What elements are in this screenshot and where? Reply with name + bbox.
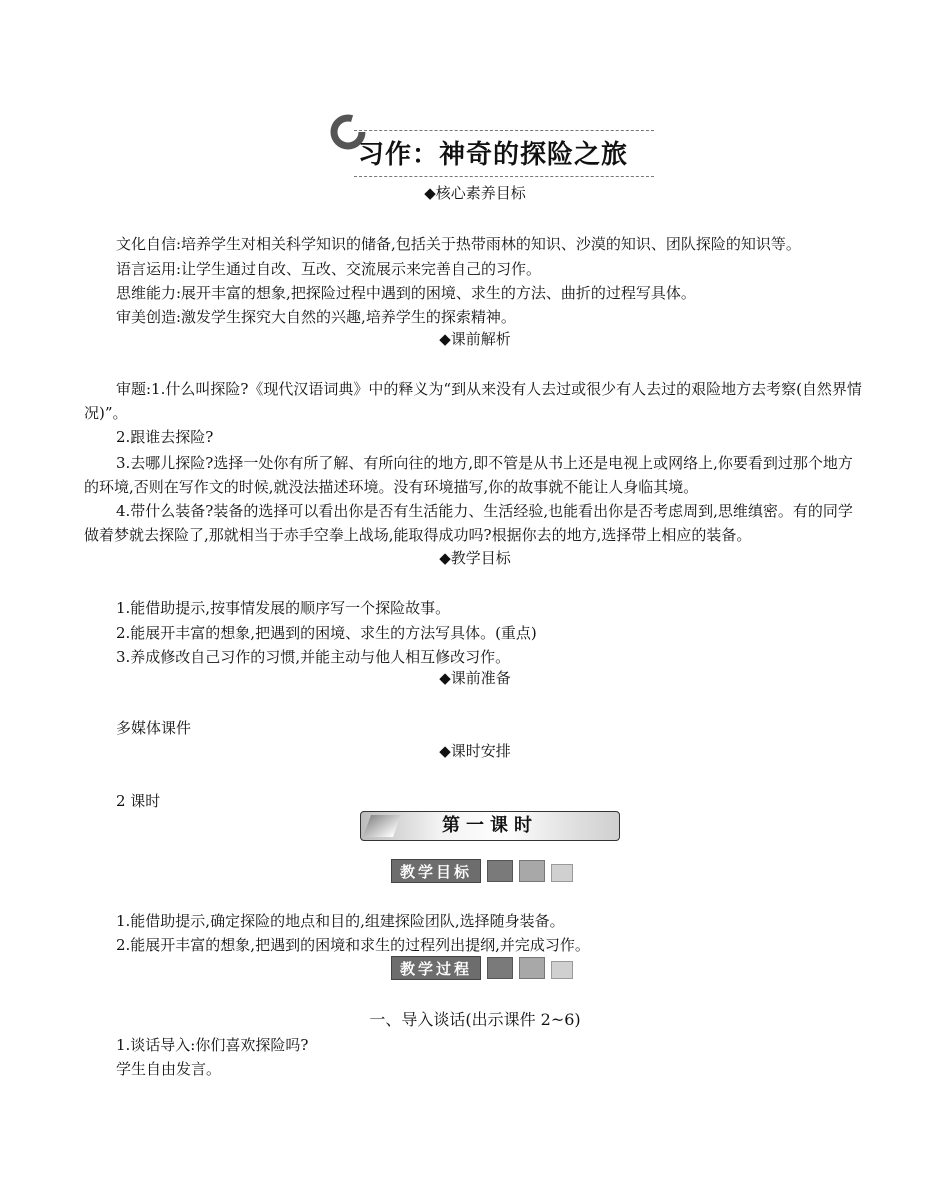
part-1-heading: 一、导入谈话(出示课件 2~6): [369, 1010, 581, 1029]
lesson-1-goal-1: 1.能借助提示,确定探险的地点和目的,组建探险团队,选择随身装备。: [116, 912, 565, 930]
tag-square-light: [551, 864, 573, 882]
lesson-1-process-tag: [391, 956, 573, 980]
title-bottom-rule: [354, 176, 654, 177]
analysis-item-3: 3.去哪儿探险?选择一处你有所了解、有所向往的地方,即不管是从书上还是电视上或网络上,你要看到过那个地方的环境,否则在写作文的时候,就没法描述环境。没有环境描写,你的故事就不能让人身临其境。: [84, 454, 853, 496]
lesson-1-goals-tag: [391, 859, 573, 883]
page-title: 习作：神奇的探险之旅: [358, 140, 629, 170]
title-top-rule: [354, 130, 654, 131]
core-goal-language: 语言运用:让学生通过自改、互改、交流展示来完善自己的习作。: [116, 260, 542, 278]
schedule-text: 2 课时: [116, 792, 161, 810]
analysis-item-2: 2.跟谁去探险?: [116, 428, 214, 446]
teaching-goals-heading: ◆教学目标: [439, 549, 511, 567]
lesson-1-title: 第一课时: [442, 815, 538, 836]
core-goal-thinking: 思维能力:展开丰富的想象,把探险过程中遇到的困境、求生的方法、曲折的过程写具体。: [116, 284, 696, 302]
step-1-note: 学生自由发言。: [116, 1060, 222, 1078]
step-1: 1.谈话导入:你们喜欢探险吗?: [116, 1036, 309, 1054]
core-goals-heading: ◆核心素养目标: [424, 184, 526, 202]
pre-analysis-heading: ◆课前解析: [439, 330, 511, 348]
analysis-item-1: 审题:1.什么叫探险?《现代汉语词典》中的释义为“到从来没有人去过或很少有人去过的艰险地方去考察(自然界情况)”。: [84, 380, 862, 422]
title-block: [328, 112, 658, 182]
core-goal-culture: 文化自信:培养学生对相关科学知识的储备,包括关于热带雨林的知识、沙漠的知识、团队探险的知识等。: [116, 235, 801, 253]
prep-text: 多媒体课件: [116, 719, 192, 737]
teaching-goal-1: 1.能借助提示,按事情发展的顺序写一个探险故事。: [116, 599, 451, 617]
tag-square-mid: [519, 957, 545, 979]
lesson-1-goal-2: 2.能展开丰富的想象,把遇到的困境和求生的过程列出提纲,并完成习作。: [116, 936, 590, 954]
tag-square-dark: [487, 957, 513, 979]
schedule-heading: ◆课时安排: [439, 742, 511, 760]
lesson-1-banner: [360, 811, 620, 841]
tag-square-dark: [487, 860, 513, 882]
tag-square-light: [551, 961, 573, 979]
goals-tag-label: 教学目标: [391, 859, 481, 883]
teaching-goal-2: 2.能展开丰富的想象,把遇到的困境、求生的方法写具体。(重点): [116, 624, 537, 642]
teaching-goal-3: 3.养成修改自己习作的习惯,并能主动与他人相互修改习作。: [116, 648, 511, 666]
analysis-item-4: 4.带什么装备?装备的选择可以看出你是否有生活能力、生活经验,也能看出你是否考虑周到,思维缜密。有的同学做着梦就去探险了,那就相当于赤手空拳上战场,能取得成功吗?根据你去的地方,选择带上相应的装备。: [84, 502, 853, 544]
prep-heading: ◆课前准备: [439, 669, 511, 687]
process-tag-label: 教学过程: [391, 956, 481, 980]
tag-square-mid: [519, 860, 545, 882]
core-goal-aesthetic: 审美创造:激发学生探究大自然的兴趣,培养学生的探索精神。: [116, 308, 516, 326]
